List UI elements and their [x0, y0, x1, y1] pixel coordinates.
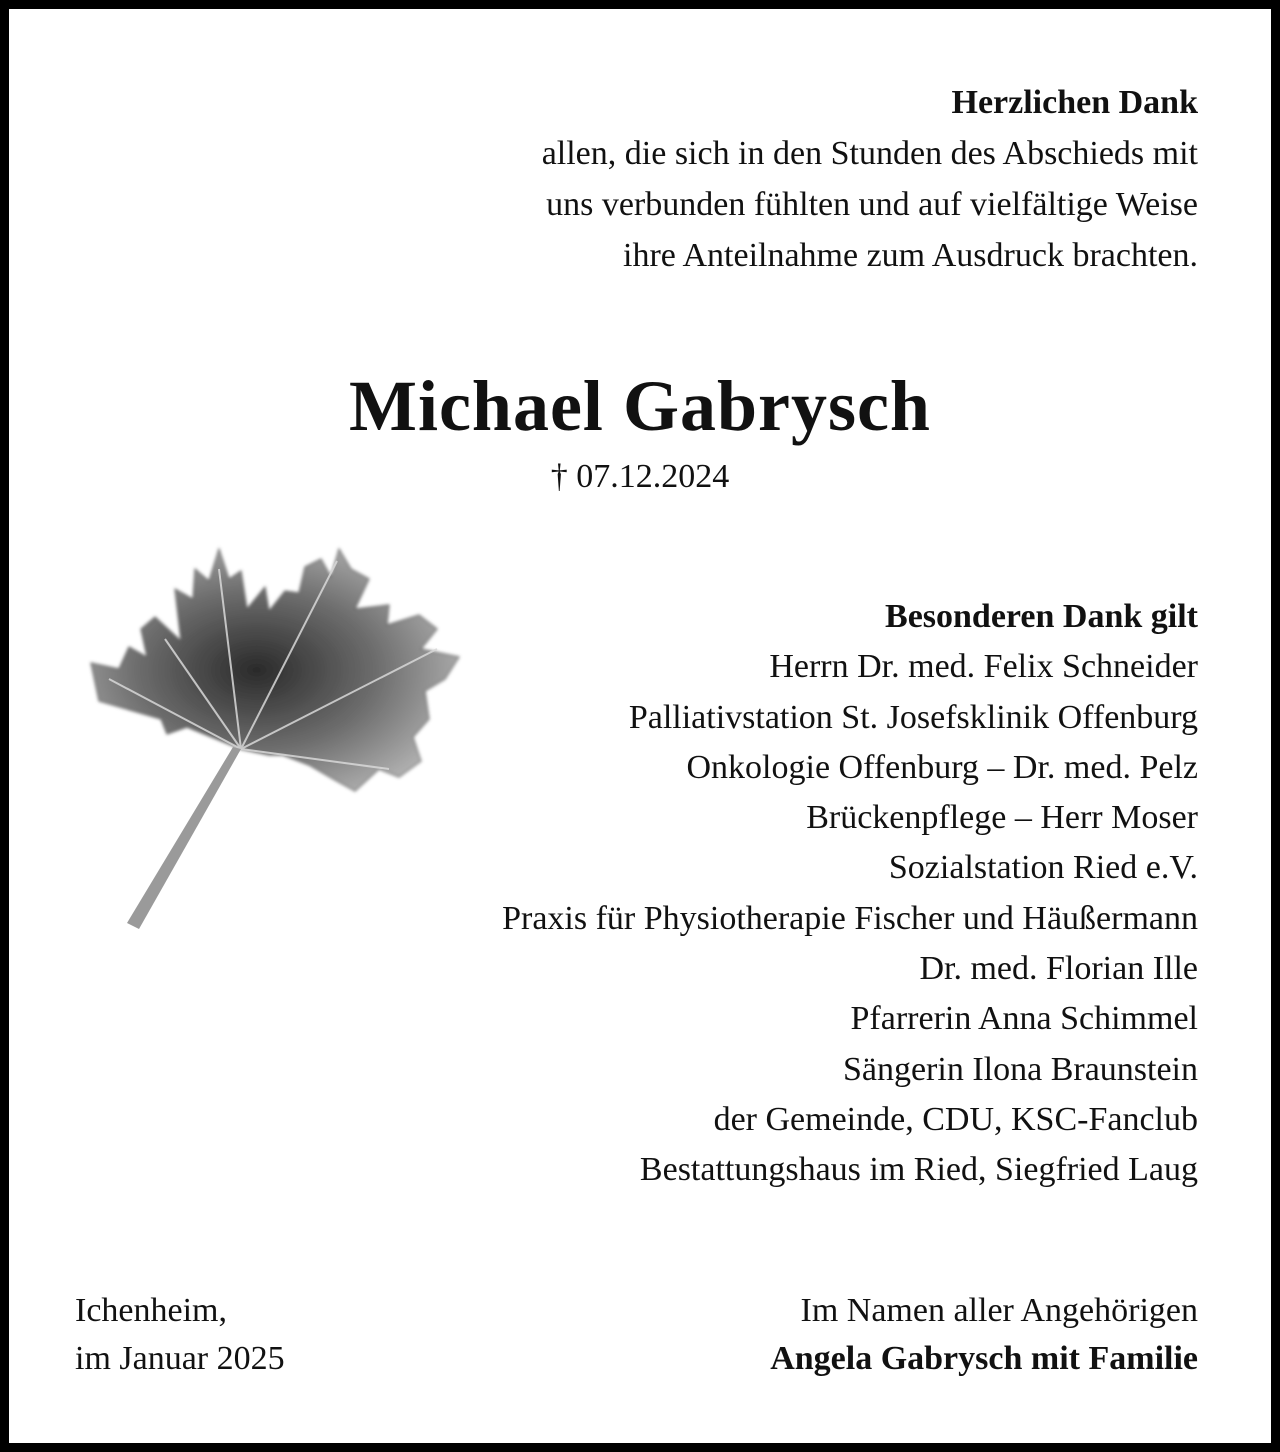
thanks-entry: Praxis für Physiotherapie Fischer und Häußermann — [502, 899, 1198, 937]
notice-date: im Januar 2025 — [75, 1340, 285, 1377]
on-behalf-text: Im Namen aller Angehörigen — [800, 1292, 1198, 1329]
thanks-entry: Brückenpflege – Herr Moser — [806, 799, 1198, 837]
leaf-stem — [127, 747, 241, 929]
intro-line: allen, die sich in den Stunden des Abschieds mit — [541, 135, 1198, 172]
thanks-entry: Sängerin Ilona Braunstein — [842, 1050, 1198, 1088]
thanks-entry: Herrn Dr. med. Felix Schneider — [769, 648, 1198, 686]
thanks-entry: Sozialstation Ried e.V. — [888, 849, 1198, 887]
intro-heading: Herzlichen Dank — [951, 84, 1198, 121]
signature-block — [770, 1287, 1198, 1383]
deceased-name: Michael Gabrysch — [349, 366, 931, 446]
maple-leaf-icon — [69, 529, 469, 939]
thanks-entry: der Gemeinde, CDU, KSC-Fanclub — [713, 1100, 1198, 1138]
signer-name: Angela Gabrysch mit Familie — [770, 1340, 1198, 1377]
thanks-entry: Onkologie Offenburg – Dr. med. Pelz — [686, 748, 1198, 786]
intro-line: ihre Anteilnahme zum Ausdruck brachten. — [623, 237, 1198, 274]
intro-line: uns verbunden fühlten und auf vielfältige Weise — [546, 186, 1198, 223]
thanks-heading: Besonderen Dank gilt — [885, 598, 1198, 635]
thanks-entry: Palliativstation St. Josefsklinik Offenburg — [628, 698, 1198, 736]
thanks-entry: Pfarrerin Anna Schimmel — [850, 1000, 1198, 1038]
special-thanks-block — [502, 592, 1198, 1196]
thanks-entry: Bestattungshaus im Ried, Siegfried Laug — [639, 1151, 1198, 1189]
place: Ichenheim, — [75, 1292, 227, 1329]
place-and-date — [75, 1287, 285, 1383]
thanks-entry: Dr. med. Florian Ille — [919, 950, 1198, 988]
intro-block — [542, 77, 1198, 281]
death-date: † 07.12.2024 — [550, 458, 730, 495]
